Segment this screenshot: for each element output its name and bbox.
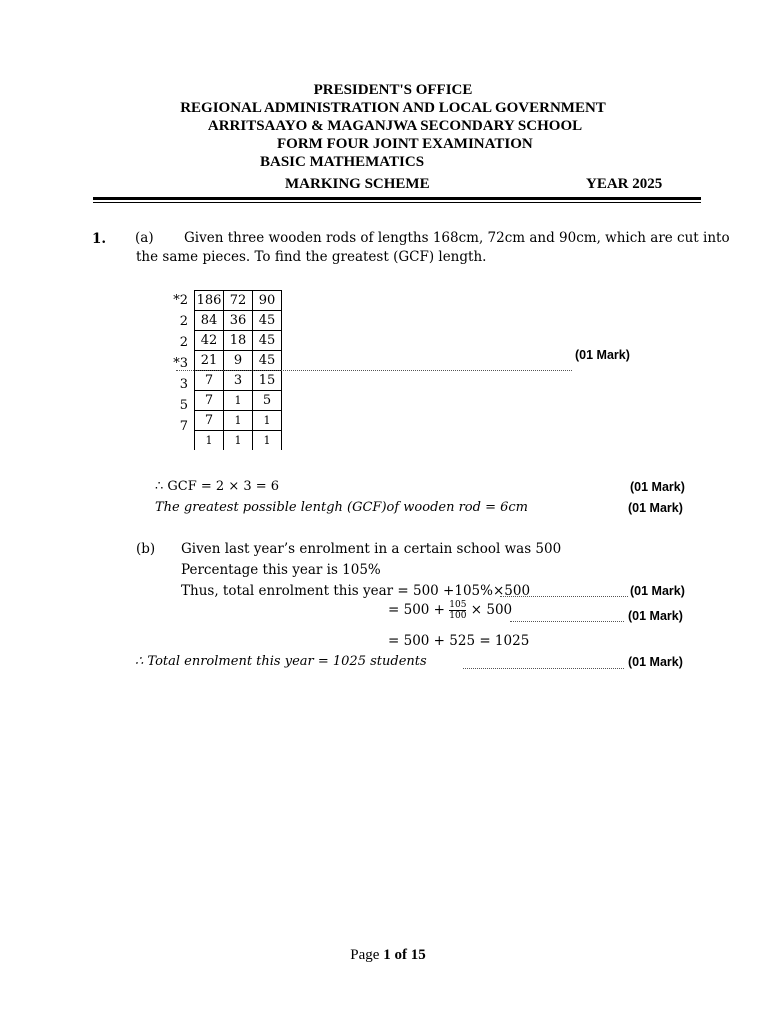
dotted-leader <box>176 370 572 371</box>
mark-label: (01 Mark) <box>630 584 685 598</box>
part-b-line4 <box>388 600 512 621</box>
part-b-line2: Percentage this year is 105% <box>181 562 381 578</box>
cell: 1 <box>253 411 282 431</box>
table-row <box>195 311 282 331</box>
subject-title: BASIC MATHEMATICS <box>260 154 425 170</box>
table-row <box>195 351 282 371</box>
dotted-leader <box>463 668 624 669</box>
cell: 1 <box>224 411 253 431</box>
cell: 3 <box>224 371 253 391</box>
dotted-leader <box>510 621 624 622</box>
part-b-line1: Given last year’s enrolment in a certain school was 500 <box>181 541 562 557</box>
cell: 45 <box>253 351 282 371</box>
part-b-conclusion: ∴ Total enrolment this year = 1025 students <box>135 654 427 669</box>
dotted-leader <box>500 596 628 597</box>
divisor: *2 <box>173 293 188 308</box>
cell: 90 <box>253 291 282 311</box>
mark-label: (01 Mark) <box>628 609 683 623</box>
cell: 45 <box>253 311 282 331</box>
cell: 42 <box>195 331 224 351</box>
cell: 7 <box>195 371 224 391</box>
cell: 9 <box>224 351 253 371</box>
page-total: 15 <box>410 947 426 963</box>
part-b-line3: Thus, total enrolment this year = 500 +105%×500 <box>181 583 531 599</box>
header-rule-thin <box>93 202 701 203</box>
part-a-text-line1: Given three wooden rods of lengths 168cm, 72cm and 90cm, which are cut into <box>184 230 730 246</box>
cell: 186 <box>195 291 224 311</box>
of-word: of <box>394 947 407 963</box>
year-label: YEAR 2025 <box>586 176 663 192</box>
mark-label: (01 Mark) <box>630 480 685 494</box>
divisor: *3 <box>173 356 188 371</box>
part-b-label: (b) <box>136 541 156 557</box>
fraction-denominator: 100 <box>449 611 467 621</box>
table-row <box>195 411 282 431</box>
cell: 18 <box>224 331 253 351</box>
table-row <box>195 331 282 351</box>
mark-label: (01 Mark) <box>628 655 683 669</box>
cell: 36 <box>224 311 253 331</box>
question-number: 1. <box>92 231 107 247</box>
part-a-text-line2: the same pieces. To find the greatest (GCF) length. <box>136 249 487 265</box>
cell: 72 <box>224 291 253 311</box>
header-rule-thick <box>93 197 701 200</box>
cell: 45 <box>253 331 282 351</box>
fraction <box>449 600 466 621</box>
divisor: 3 <box>179 377 188 392</box>
divisor <box>160 437 188 458</box>
cell: 1 <box>224 391 253 411</box>
line4-prefix: = 500 + <box>388 602 445 618</box>
cell: 7 <box>195 411 224 431</box>
page-word: Page <box>350 947 380 963</box>
cell: 1 <box>253 431 282 451</box>
cell: 21 <box>195 351 224 371</box>
fraction-numerator: 105 <box>449 600 467 610</box>
divisor: 2 <box>179 335 188 350</box>
divisor-column <box>160 290 188 458</box>
header-line3: ARRITSAAYO & MAGANJWA SECONDARY SCHOOL <box>207 118 583 134</box>
page-number: 1 <box>383 947 391 963</box>
cell: 1 <box>224 431 253 451</box>
mark-label: (01 Mark) <box>575 348 630 362</box>
table-row <box>195 391 282 411</box>
cell: 1 <box>195 431 224 451</box>
cell: 84 <box>195 311 224 331</box>
gcf-result: ∴ GCF = 2 × 3 = 6 <box>155 479 280 494</box>
part-a-label: (a) <box>135 230 154 246</box>
divisor: 7 <box>179 419 188 434</box>
table-row <box>195 291 282 311</box>
table-row <box>195 431 282 451</box>
header-line2: REGIONAL ADMINISTRATION AND LOCAL GOVERNMENT <box>180 100 606 116</box>
divisor: 5 <box>179 398 188 413</box>
cell: 7 <box>195 391 224 411</box>
page-footer <box>0 947 768 964</box>
marking-scheme-title: MARKING SCHEME <box>285 176 430 192</box>
header-line1: PRESIDENT'S OFFICE <box>313 82 473 98</box>
part-b-line5: = 500 + 525 = 1025 <box>388 633 530 649</box>
line4-suffix: × 500 <box>470 602 513 618</box>
table-row <box>195 371 282 391</box>
divisor: 2 <box>179 314 188 329</box>
mark-label: (01 Mark) <box>628 501 683 515</box>
cell: 15 <box>253 371 282 391</box>
cell: 5 <box>253 391 282 411</box>
gcf-conclusion: The greatest possible lentgh (GCF)of wooden rod = 6cm <box>155 500 528 515</box>
header-line4: FORM FOUR JOINT EXAMINATION <box>277 136 533 152</box>
